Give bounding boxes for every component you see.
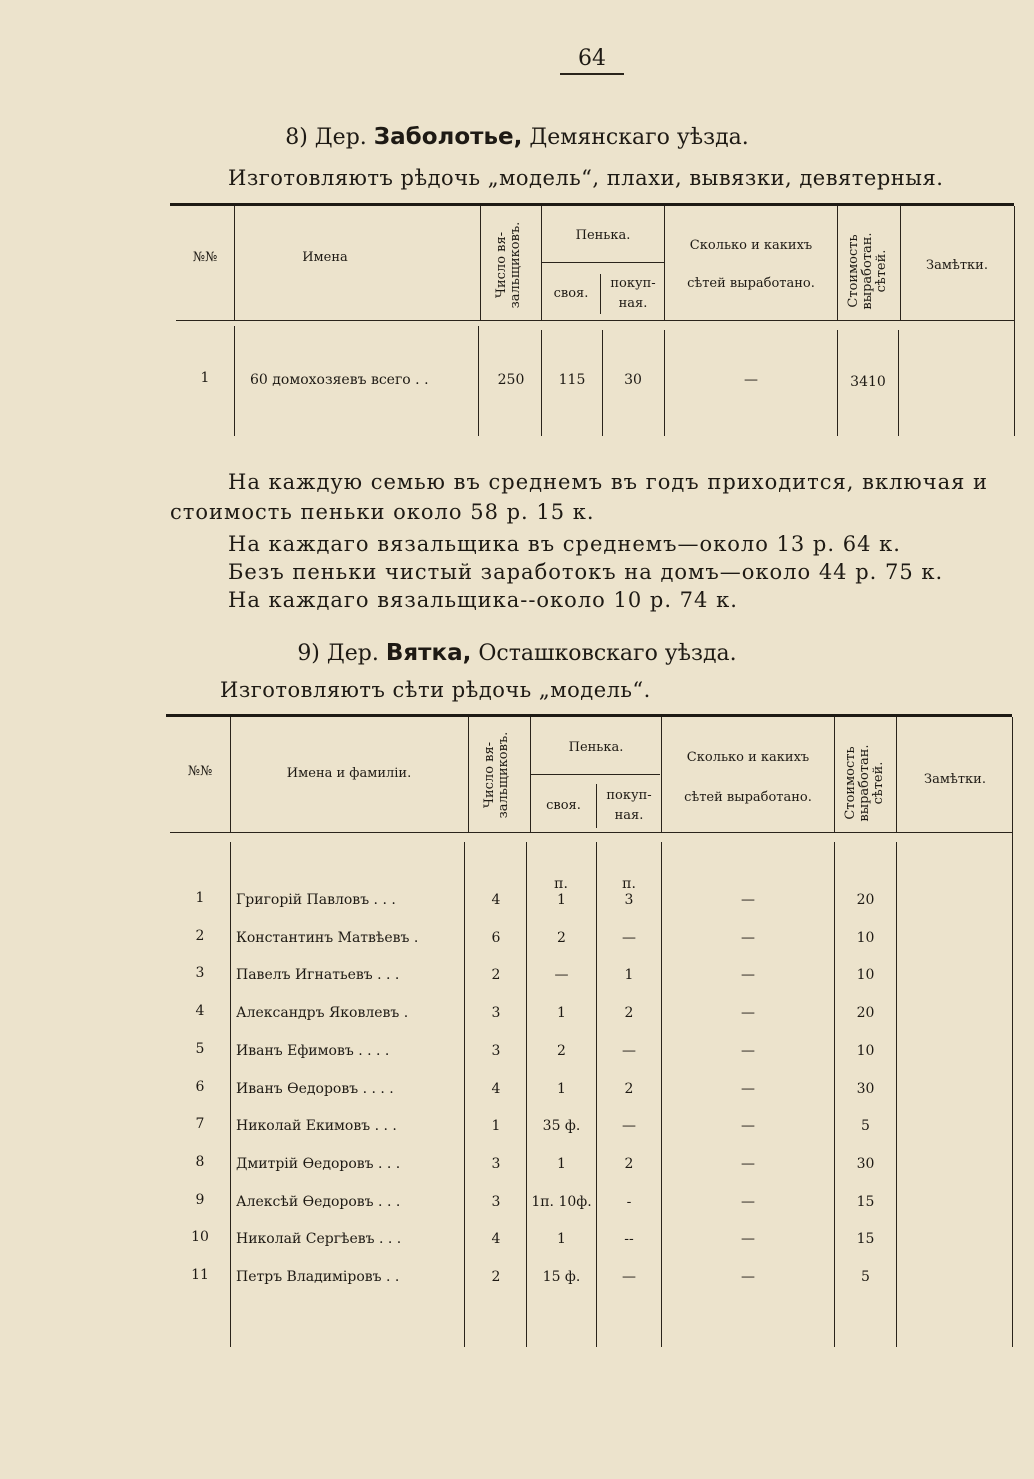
section-8-district: Демянскаго уѣзда. xyxy=(529,125,749,150)
row-own: 15 ф. xyxy=(542,1269,581,1285)
row-knitters: 2 xyxy=(491,1269,501,1285)
section-8-number: 8) Дер. xyxy=(285,125,367,150)
row-knitters: 250 xyxy=(497,372,525,388)
row-nets: — xyxy=(744,372,758,388)
row-own: 35 ф. xyxy=(542,1118,581,1135)
row-own: 1 xyxy=(557,1005,566,1022)
row-bought: -- xyxy=(624,1231,634,1248)
header-knitters: Число вя-зальщиковъ. xyxy=(482,731,511,819)
row-name: Григорій Павловъ . . . xyxy=(236,892,396,908)
paragraph-line-4: Безъ пеньки чистый заработокъ на домъ—около 44 р. 75 к. xyxy=(228,560,944,584)
section-9-number: 9) Дер. xyxy=(297,641,379,666)
page-number: 64 xyxy=(560,46,624,75)
col-line xyxy=(234,206,235,320)
row-name: Константинъ Матвѣевъ . xyxy=(236,929,419,946)
header-hemp-own: своя. xyxy=(553,286,589,301)
col-line xyxy=(661,717,662,832)
row-bought: 1 xyxy=(624,967,634,984)
row-nets: — xyxy=(741,1155,755,1172)
row-own: 1 xyxy=(557,1080,566,1097)
row-own: — xyxy=(554,967,569,984)
row-cost: 3410 xyxy=(850,374,886,390)
row-bought: - xyxy=(626,1193,632,1210)
header-hemp-bought-2: ная. xyxy=(614,808,644,823)
header-cost: Стоимость выработан. сѣтей. xyxy=(846,232,889,310)
unit-bought-label: п. xyxy=(622,876,636,892)
row-bought: 3 xyxy=(624,892,634,908)
paragraph-line-3: На каждаго вязальщика въ среднемъ—около 13 р. 64 к. xyxy=(228,532,901,556)
row-num: 3 xyxy=(195,965,205,982)
row-bought: 2 xyxy=(624,1005,634,1022)
hemp-sub-rule xyxy=(542,262,664,263)
col-line xyxy=(900,206,901,320)
row-knitters: 3 xyxy=(491,1042,501,1059)
row-num: 5 xyxy=(195,1040,205,1057)
row-nets: — xyxy=(741,1269,755,1285)
row-own: 1 xyxy=(557,1231,566,1248)
col-line xyxy=(600,274,601,314)
row-own: 1 xyxy=(557,1155,566,1172)
row-name: Иванъ Ефимовъ . . . . xyxy=(236,1042,390,1059)
header-knitters: Число вя-зальщиковъ. xyxy=(494,221,523,309)
header-hemp: Пенька. xyxy=(568,740,624,755)
row-name: Иванъ Өедоровъ . . . . xyxy=(236,1080,394,1097)
row-cost: 10 xyxy=(856,929,875,946)
header-hemp: Пенька. xyxy=(575,228,631,243)
row-bought: — xyxy=(622,1042,636,1059)
col-line xyxy=(234,326,235,436)
row-knitters: 4 xyxy=(491,892,501,908)
row-name: Николай Сергѣевъ . . . xyxy=(236,1231,402,1248)
row-name: Петръ Владиміровъ . . xyxy=(236,1269,400,1285)
paragraph-line-5: На каждаго вязальщика--около 10 р. 74 к. xyxy=(228,588,738,612)
col-line xyxy=(464,842,465,1347)
row-num: 1 xyxy=(200,370,210,386)
row-bought: 2 xyxy=(624,1155,634,1172)
col-line xyxy=(664,206,665,320)
section-8-heading xyxy=(0,124,1034,150)
row-knitters: 4 xyxy=(491,1080,501,1097)
header-num: №№ xyxy=(192,250,218,265)
row-nets: — xyxy=(741,1118,755,1135)
row-knitters: 2 xyxy=(491,967,501,984)
row-bought: 2 xyxy=(624,1080,634,1097)
row-nets: — xyxy=(741,1042,755,1059)
row-nets: — xyxy=(741,1005,755,1022)
table-top-rule xyxy=(170,203,1014,206)
section-8-subtitle: Изготовляютъ рѣдочь „модель“, плахи, вывязки, девятерныя. xyxy=(228,166,944,190)
row-bought: 30 xyxy=(624,372,642,388)
row-num: 11 xyxy=(191,1267,209,1283)
row-cost: 20 xyxy=(856,892,875,908)
col-line xyxy=(1012,717,1013,1347)
row-name: Дмитрій Өедоровъ . . . xyxy=(236,1155,401,1172)
section-9-heading xyxy=(0,640,1034,666)
col-line xyxy=(896,842,897,1347)
col-line xyxy=(834,717,835,832)
row-own: 2 xyxy=(557,929,566,946)
row-name: 60 домохозяевъ всего . . xyxy=(250,372,429,388)
row-bought: — xyxy=(622,929,636,946)
section-9-subtitle: Изготовляютъ сѣти рѣдочь „модель“. xyxy=(220,678,651,702)
paragraph-line-1: На каждую семью въ среднемъ въ годъ приходится, включая и xyxy=(228,470,989,494)
row-cost: 5 xyxy=(861,1269,870,1285)
row-num: 4 xyxy=(195,1003,205,1020)
row-cost: 10 xyxy=(856,967,875,984)
row-knitters: 3 xyxy=(491,1193,501,1210)
row-cost: 30 xyxy=(856,1155,875,1172)
col-line xyxy=(1014,206,1015,436)
row-knitters: 1 xyxy=(491,1118,501,1135)
row-nets: — xyxy=(741,967,755,984)
row-cost: 10 xyxy=(856,1042,875,1059)
hemp-sub-rule xyxy=(530,774,660,775)
row-knitters: 3 xyxy=(491,1005,501,1022)
section-8-village: Заболотье, xyxy=(373,124,523,150)
row-nets: — xyxy=(741,1193,755,1210)
row-name: Павелъ Игнатьевъ . . . xyxy=(236,967,400,984)
header-names: Имена и фамиліи. xyxy=(286,766,412,781)
col-line xyxy=(230,842,231,1347)
row-knitters: 3 xyxy=(491,1155,501,1172)
row-knitters: 6 xyxy=(491,929,501,946)
header-nets-1: Сколько и какихъ xyxy=(686,750,810,765)
row-own: 115 xyxy=(558,372,586,388)
row-knitters: 4 xyxy=(491,1231,501,1248)
header-nets-2: сѣтей выработано. xyxy=(687,276,815,291)
row-num: 10 xyxy=(191,1229,209,1246)
col-line xyxy=(480,206,481,320)
row-own: 1 xyxy=(557,892,566,908)
section-9-village: Вятка, xyxy=(385,640,472,666)
header-hemp-own: своя. xyxy=(546,798,581,813)
header-notes: Замѣтки. xyxy=(924,772,986,787)
header-nets-2: сѣтей выработано. xyxy=(684,790,812,805)
col-line xyxy=(530,717,531,832)
row-nets: — xyxy=(741,929,755,946)
col-line xyxy=(898,330,899,436)
row-cost: 5 xyxy=(861,1118,870,1135)
col-line xyxy=(837,206,838,320)
row-name: Александръ Яковлевъ . xyxy=(236,1005,409,1022)
row-num: 1 xyxy=(195,890,205,906)
col-line xyxy=(541,206,542,320)
header-cost: Стоимость выработан. сѣтей. xyxy=(843,744,886,822)
row-bought: — xyxy=(622,1118,636,1135)
unit-own-label: п. xyxy=(554,876,568,892)
row-nets: — xyxy=(741,1231,755,1248)
col-line xyxy=(478,326,479,436)
col-line xyxy=(896,717,897,832)
section-9-district: Осташковскаго уѣзда. xyxy=(478,641,737,666)
header-hemp-bought-1: покуп- xyxy=(610,276,656,291)
row-num: 6 xyxy=(195,1078,205,1095)
header-nets-1: Сколько и какихъ xyxy=(689,238,813,253)
table-top-rule xyxy=(166,714,1012,717)
header-names: Имена xyxy=(302,250,348,265)
row-cost: 15 xyxy=(856,1231,875,1248)
row-cost: 15 xyxy=(856,1193,875,1210)
header-notes: Замѣтки. xyxy=(926,258,988,273)
row-own: 1п. 10ф. xyxy=(531,1193,592,1210)
row-name: Николай Екимовъ . . . xyxy=(236,1118,397,1135)
row-cost: 20 xyxy=(856,1005,875,1022)
row-nets: — xyxy=(741,1080,755,1097)
col-line xyxy=(230,717,231,832)
row-cost: 30 xyxy=(856,1080,875,1097)
row-name: Алексѣй Өедоровъ . . . xyxy=(236,1193,401,1210)
row-num: 9 xyxy=(195,1191,205,1208)
row-own: 2 xyxy=(557,1042,566,1059)
header-hemp-bought-1: покуп- xyxy=(606,788,652,803)
row-num: 7 xyxy=(195,1116,205,1133)
header-hemp-bought-2: ная. xyxy=(618,296,648,311)
row-num: 8 xyxy=(195,1153,205,1170)
paragraph-line-2: стоимость пеньки около 58 р. 15 к. xyxy=(170,500,595,524)
row-num: 2 xyxy=(195,927,205,944)
row-bought: — xyxy=(622,1269,636,1285)
col-line xyxy=(468,717,469,832)
header-num: №№ xyxy=(187,764,213,779)
row-nets: — xyxy=(741,892,755,908)
